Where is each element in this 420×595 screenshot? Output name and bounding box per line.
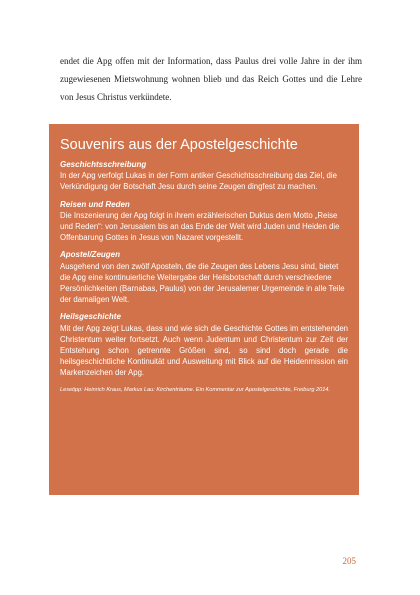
section-heading: Reisen und Reden bbox=[60, 199, 130, 209]
info-box bbox=[49, 124, 359, 495]
section-heading: Apostel/Zeugen bbox=[60, 250, 121, 260]
section-heading: Geschichtsschreibung bbox=[60, 160, 147, 169]
section-body: In der Apg verfolgt Lukas in der Form antiker Geschichtsschreibung das Ziel, die Verkündigung der Botschaft Jesu durch seine Zeugen dingfest zu machen. bbox=[60, 171, 337, 192]
section-apostel-zeugen bbox=[60, 249, 348, 305]
reading-tip: Lesetipp: Heinrich Kraus, Markus Lau: Kirchenträume. Ein Kommentar zur Apostelgeschichte, Freiburg 2014. bbox=[60, 386, 330, 393]
section-geschichtsschreibung bbox=[60, 159, 348, 193]
section-heilsgeschichte bbox=[60, 311, 348, 378]
section-body: Mit der Apg zeigt Lukas, dass und wie sich die Geschichte Gottes im entstehenden Christentum weiter fortsetzt. Auch wenn Judentum und Christentum zur Zeit der Entstehung schon getrennte Größen sind, so sind doch gerade die heilsgeschichtliche Kontinuität und Ausweitung mit Blick auf die Heidenmission ein Markenzeichen der Apg. bbox=[60, 323, 348, 378]
section-heading: Heilsgeschichte bbox=[60, 312, 121, 322]
section-body: Ausgehend von den zwölf Aposteln, die die Zeugen des Lebens Jesu sind, bietet die Apg eine kontinuierliche Weitergabe der Heilsbotschaft durch verschiedene Persönlichkeiten (Barnabas, Paulus) von der Jerusalemer Urgemeinde in alle Teile der damaligen Welt. bbox=[60, 261, 345, 305]
page-number: 205 bbox=[342, 556, 356, 566]
section-reisen-und-reden bbox=[60, 199, 348, 244]
box-title: Souvenirs aus der Apostelgeschichte bbox=[60, 137, 298, 153]
intro-paragraph: endet die Apg offen mit der Information, dass Paulus drei volle Jahre in der ihm zugewiesenen Mietswohnung wohnen blieb und das Reich Gottes und die Lehre von Jesus Christus verkündete. bbox=[60, 56, 362, 102]
section-body: Die Inszenierung der Apg folgt in ihrem erzählerischen Duktus dem Motto „Reise und Reden“: von Jerusalem bis an das Ende der Welt wird Juden und Heiden die Offenbarung Gottes in Jesus von Nazaret vorgestellt. bbox=[60, 210, 340, 243]
